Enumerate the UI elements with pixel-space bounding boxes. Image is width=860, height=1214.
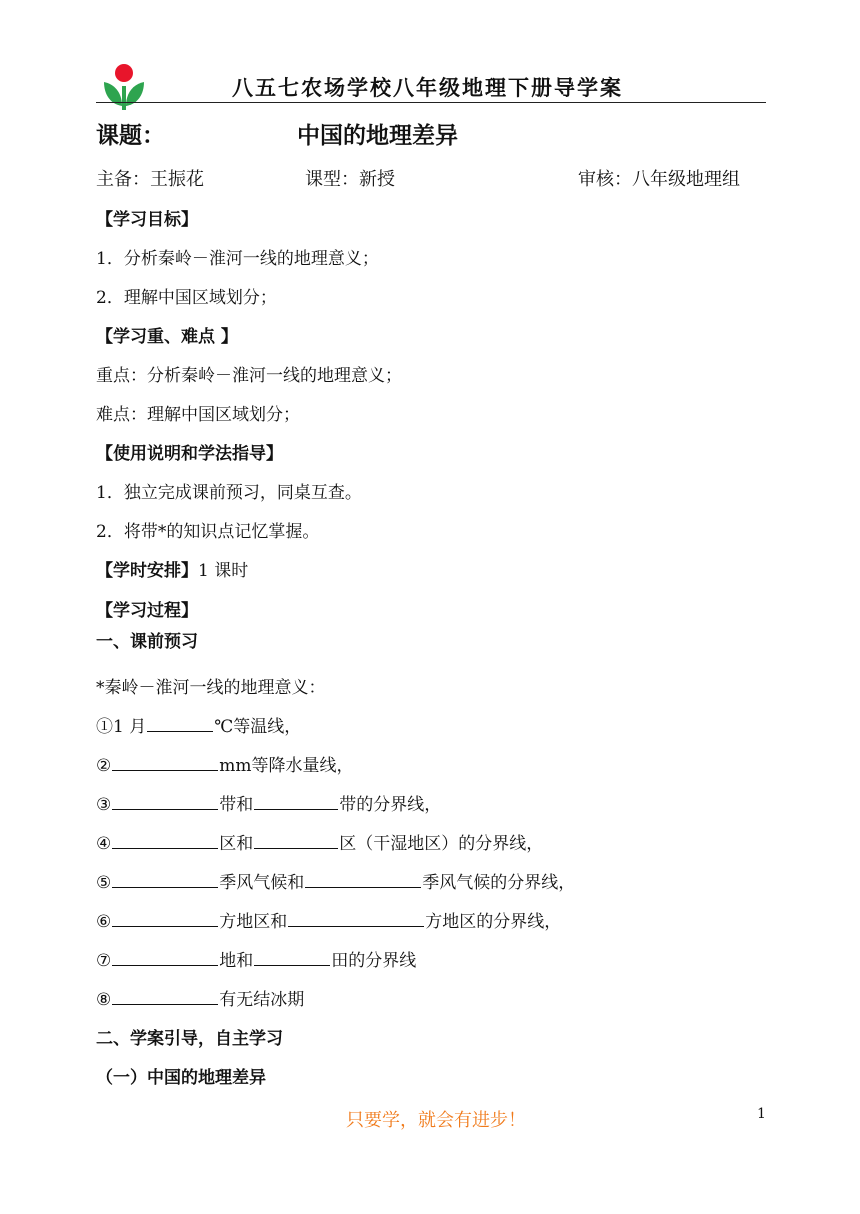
fill-item: ①1 月 ℃等温线， <box>96 717 302 737</box>
hard-point: 难点：理解中国区域划分； <box>96 405 300 425</box>
footer-motto: 只要学，就会有进步！ <box>346 1110 526 1131</box>
school-logo <box>100 60 152 112</box>
instructions-heading: 【使用说明和学法指导】 <box>96 444 283 464</box>
answer-blank[interactable] <box>288 910 424 927</box>
reviewer: 审核：八年级地理组 <box>578 169 740 190</box>
key-point: 重点：分析秦岭－淮河一线的地理意义； <box>96 366 402 386</box>
instruction-item: 1．独立完成课前预习，同桌互查。 <box>96 483 362 503</box>
schedule-line <box>96 556 248 581</box>
answer-blank[interactable] <box>254 832 338 849</box>
answer-blank[interactable] <box>112 754 218 771</box>
answer-blank[interactable] <box>112 910 218 927</box>
preview-heading: 一、课前预习 <box>96 632 198 652</box>
preview-intro: *秦岭－淮河一线的地理意义： <box>96 678 326 698</box>
answer-blank[interactable] <box>112 988 218 1005</box>
process-heading: 【学习过程】 <box>96 601 198 621</box>
fill-item: ⑤ 季风气候和 季风气候的分界线， <box>96 873 576 893</box>
fill-item: ② mm等降水量线， <box>96 756 354 776</box>
schedule-value: 1 课时 <box>198 561 249 581</box>
answer-blank[interactable] <box>147 715 213 732</box>
answer-blank[interactable] <box>112 832 218 849</box>
fill-item: ③ 带和 带的分界线， <box>96 795 442 815</box>
answer-blank[interactable] <box>112 793 218 810</box>
keypoints-heading: 【学习重、难点 】 <box>96 327 238 347</box>
course-label: 课题： <box>96 122 165 149</box>
fill-item: ④ 区和 区（干湿地区）的分界线， <box>96 834 544 854</box>
fill-item: ⑥ 方地区和 方地区的分界线， <box>96 912 562 932</box>
header-title: 八五七农场学校八年级地理下册导学案 <box>232 75 623 100</box>
fill-item: ⑦ 地和 田的分界线 <box>96 951 417 971</box>
schedule-heading: 【学时安排】 <box>96 561 198 581</box>
guide-subheading: （一）中国的地理差异 <box>96 1068 266 1088</box>
answer-blank[interactable] <box>254 793 338 810</box>
author: 主备：王振花 <box>96 169 204 190</box>
answer-blank[interactable] <box>112 949 218 966</box>
header-divider <box>96 102 766 103</box>
goals-heading: 【学习目标】 <box>96 210 198 230</box>
answer-blank[interactable] <box>112 871 218 888</box>
goal-item: 1．分析秦岭－淮河一线的地理意义； <box>96 249 379 269</box>
page-title: 中国的地理差异 <box>297 122 458 149</box>
instruction-item: 2．将带*的知识点记忆掌握。 <box>96 522 320 542</box>
answer-blank[interactable] <box>254 949 330 966</box>
guide-heading: 二、学案引导，自主学习 <box>96 1029 283 1049</box>
fill-item: ⑧ 有无结冰期 <box>96 990 305 1010</box>
goal-item: 2．理解中国区域划分； <box>96 288 277 308</box>
lesson-type: 课型：新授 <box>305 169 395 190</box>
page-number: 1 <box>757 1106 766 1122</box>
answer-blank[interactable] <box>305 871 421 888</box>
